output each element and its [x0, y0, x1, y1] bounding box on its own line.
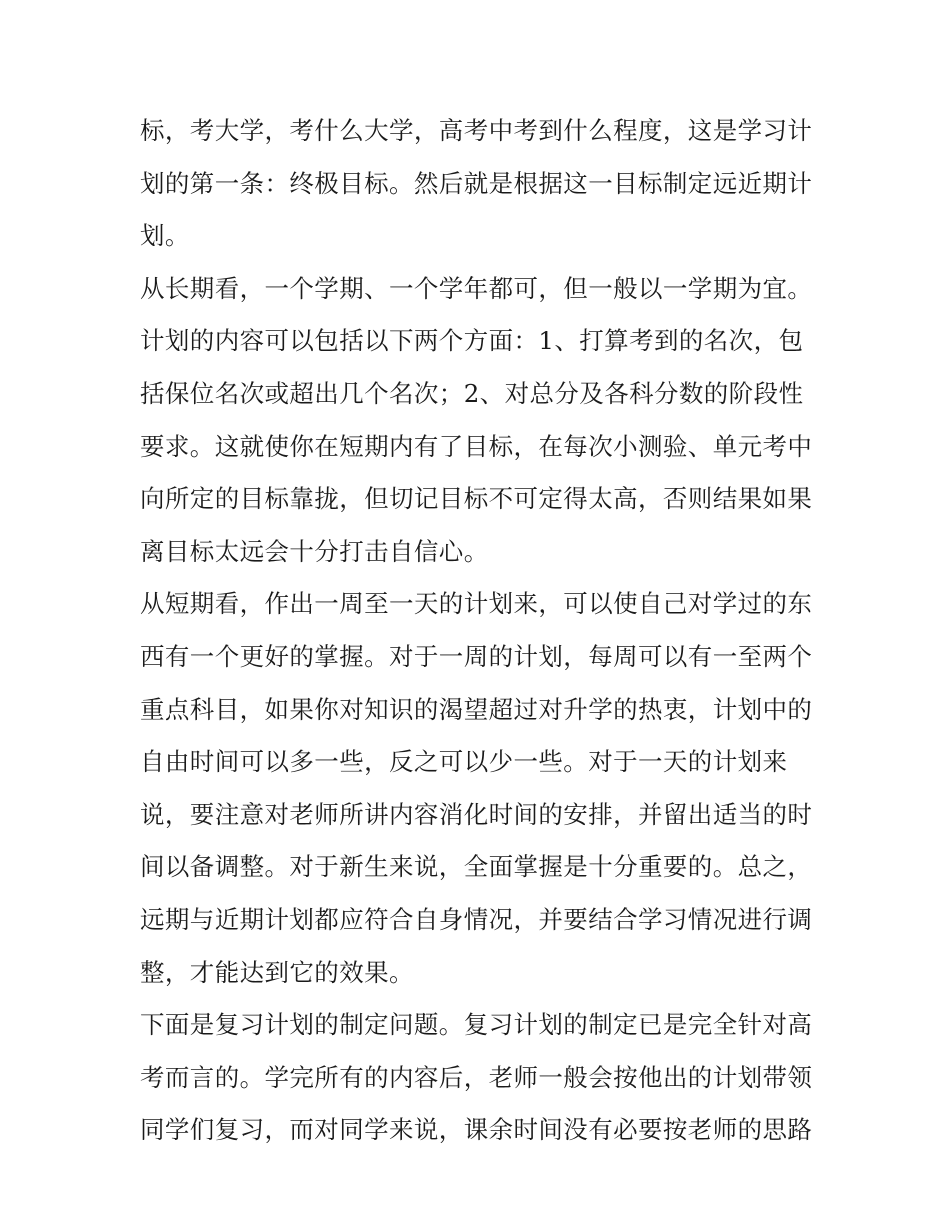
text-line: 重点科目，如果你对知识的渴望超过对升学的热衷，计划中的 — [140, 694, 813, 724]
text-line: 整，才能达到它的效果。 — [140, 957, 414, 987]
text-line: 括保位名次或超出几个名次；2、对总分及各科分数的阶段性 — [140, 378, 804, 408]
text-line: 从长期看，一个学期、一个学年都可，但一般以一学期为宜。 — [140, 273, 813, 303]
text-line: 要求。这就使你在短期内有了目标，在每次小测验、单元考中 — [140, 431, 813, 461]
text-line: 计划的内容可以包括以下两个方面：1、打算考到的名次，包 — [140, 326, 804, 356]
text-line: 自由时间可以多一些，反之可以少一些。对于一天的计划来 — [140, 747, 788, 777]
text-line: 划。 — [140, 221, 190, 251]
text-line: 考而言的。学完所有的内容后，老师一般会按他出的计划带领 — [140, 1062, 813, 1092]
text-line: 下面是复习计划的制定问题。复习计划的制定已是完全针对高 — [140, 1010, 813, 1040]
text-line: 同学们复习，而对同学来说，课余时间没有必要按老师的思路 — [140, 1115, 813, 1145]
text-line: 间以备调整。对于新生来说，全面掌握是十分重要的。总之， — [140, 852, 813, 882]
text-line: 划的第一条：终极目标。然后就是根据这一目标制定远近期计 — [140, 168, 813, 198]
text-line: 说，要注意对老师所讲内容消化时间的安排，并留出适当的时 — [140, 799, 813, 829]
text-line: 从短期看，作出一周至一天的计划来，可以使自己对学过的东 — [140, 589, 813, 619]
text-line: 西有一个更好的掌握。对于一周的计划，每周可以有一至两个 — [140, 641, 813, 671]
text-line: 标，考大学，考什么大学，高考中考到什么程度，这是学习计 — [140, 116, 813, 145]
text-line: 离目标太远会十分打击自信心。 — [140, 536, 489, 566]
text-line: 向所定的目标靠拢，但切记目标不可定得太高，否则结果如果 — [140, 484, 813, 514]
text-line: 远期与近期计划都应符合自身情况，并要结合学习情况进行调 — [140, 904, 813, 934]
document-body — [140, 105, 820, 1157]
